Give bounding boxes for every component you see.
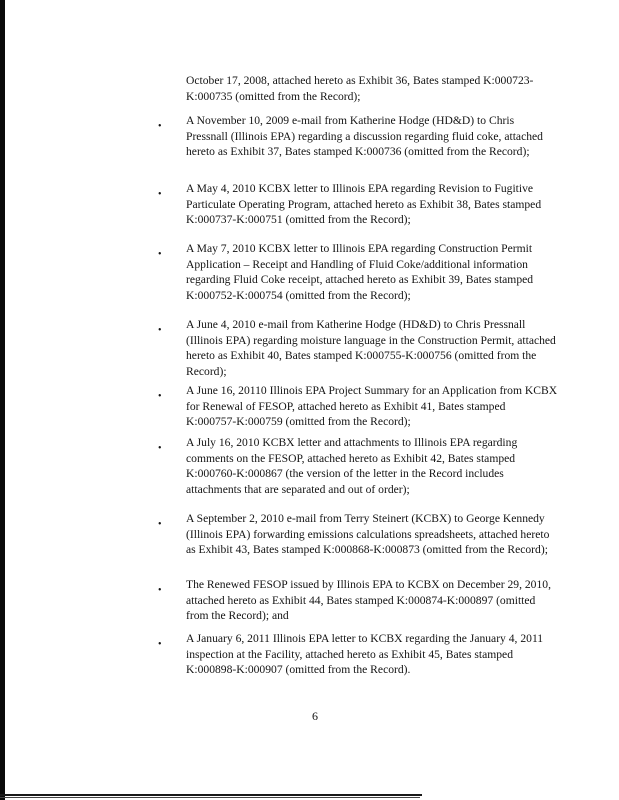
bullet-icon: • [158,249,162,260]
list-item: A January 6, 2011 Illinois EPA letter to KCBX regarding the January 4, 2011 inspection at the Facility, attached hereto as Exhibit 45, Bates stamped K:000898-K:000907 (omitted from the Record). [186,632,544,677]
list-item: A June 4, 2010 e-mail from Katherine Hodge (HD&D) to Chris Pressnall (Illinois EPA) regarding moisture language in the Construction Permit, attached hereto as Exhibit 40, Bates stamped K:000755-K:000756 (omitted from the Record); [186,318,556,379]
scan-edge-bottom [0,794,422,796]
list-item: A May 4, 2010 KCBX letter to Illinois EPA regarding Revision to Fugitive Particulate Operating Program, attached hereto as Exhibit 38, Bates stamped K:000737-K:000751 (omitted from the Record); [186,182,542,227]
bullet-icon: • [158,189,162,200]
list-item: A May 7, 2010 KCBX letter to Illinois EPA regarding Construction Permit Application – Receipt and Handling of Fluid Coke/additional information regarding Fluid Coke receipt, attached hereto as Exhibit 39, Bates stamped K:000752-K:000754 (omitted from the Record); [186,242,534,303]
bullet-icon: • [158,585,162,596]
bullet-icon: • [158,121,162,132]
page-number: 6 [312,709,318,723]
bullet-icon: • [158,325,162,336]
list-item: The Renewed FESOP issued by Illinois EPA to KCBX on December 29, 2010, attached hereto as Exhibit 44, Bates stamped K:000874-K:000897 (omitted from the Record); and [186,578,551,623]
bullet-icon: • [158,443,162,454]
scan-edge-left [0,0,5,800]
scan-edge-bottom-shadow [0,797,420,798]
list-item: A June 16, 20110 Illinois EPA Project Summary for an Application from KCBX for Renewal of FESOP, attached hereto as Exhibit 41, Bates stamped K:000757-K:000759 (omitted from the Record); [186,384,558,429]
list-item: A September 2, 2010 e-mail from Terry Steinert (KCBX) to George Kennedy (Illinois EPA) forwarding emissions calculations spreadsheets, attached hereto as Exhibit 43, Bates stamped K:000868-K:000873 (omitted from the Record); [186,512,550,557]
bullet-icon: • [158,639,162,650]
continuation-paragraph: October 17, 2008, attached hereto as Exhibit 36, Bates stamped K:000723-K:000735 (omitted from the Record); [186,74,534,103]
bullet-icon: • [158,519,162,530]
list-item: A November 10, 2009 e-mail from Katherine Hodge (HD&D) to Chris Pressnall (Illinois EPA) regarding a discussion regarding fluid coke, attached hereto as Exhibit 37, Bates stamped K:000736 (omitted from the Record); [186,114,543,159]
bullet-icon: • [158,391,162,402]
list-item: A July 16, 2010 KCBX letter and attachments to Illinois EPA regarding comments on the FESOP, attached hereto as Exhibit 42, Bates stamped K:000760-K:000867 (the version of the letter in the Record includes attachments that are separated and out of order); [186,436,518,497]
